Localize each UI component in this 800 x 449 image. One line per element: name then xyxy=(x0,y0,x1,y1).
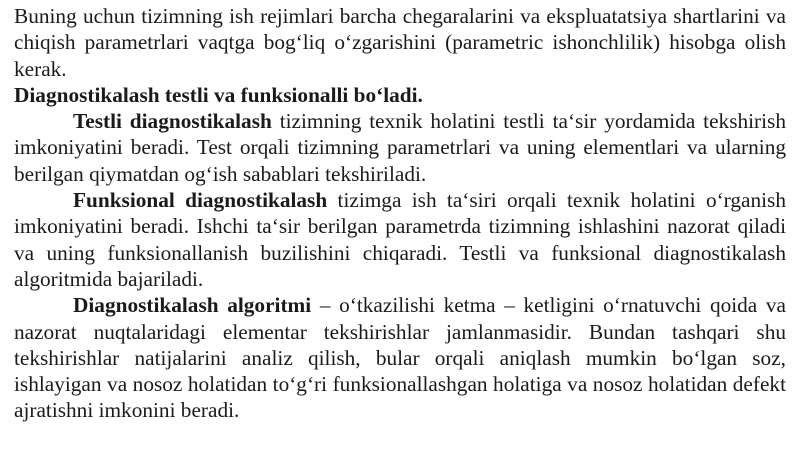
definition-functional-diagnostics: tizimga ish ta‘siri orqali texnik holatini o‘rganish imkoniyatini beradi. Ishchi ta‘sir berilgan parametrda tizimning ishlashini nazorat qiladi va uning funksionallanish buzilishini chiqaradi. Testli va funksional diagnostikalash algoritmida bajariladi. xyxy=(14,188,786,291)
definition-test-diagnostics: tizimning texnik holatini testli ta‘sir yordamida tekshirish imkoniyatini beradi. Test orqali tizimning parametrlari va uning elementlari va ularning berilgan qiymatdan og‘ish sabablari tekshiriladi. xyxy=(14,109,786,186)
paragraph-intro: Buning uchun tizimning ish rejimlari barcha chegaralarini va ekspluatatsiya shartlarini va chiqish parametrlari vaqtga bog‘liq o‘zgarishini (parametric ishonchlilik) hisobga olish kerak. xyxy=(14,4,786,81)
term-functional-diagnostics: Funksional diagnostikalash xyxy=(73,188,328,213)
paragraph-diagnostic-algorithm xyxy=(14,292,786,423)
definition-diagnostic-algorithm: – o‘tkazilishi ketma – ketligini o‘rnatuvchi qoida va nazorat nuqtalaridagi elementar tekshirishlar jamlanmasidir. Bundan tashqari shu tekshirishlar natijalarini analiz qilish, bular orqali aniqlash mumkin bo‘lgan soz, ishlayigan va nosoz holatidan to‘g‘ri funksionallashgan holatiga va nosoz holatidan defekt ajratishni imkonini beradi. xyxy=(14,293,786,423)
paragraph-functional-diagnostics xyxy=(14,187,786,292)
section-heading: Diagnostikalash testli va funksionalli bo‘ladi. xyxy=(14,82,423,107)
term-diagnostic-algorithm: Diagnostikalash algoritmi xyxy=(73,293,312,318)
term-test-diagnostics: Testli diagnostikalash xyxy=(73,109,272,134)
paragraph-test-diagnostics xyxy=(14,108,786,187)
